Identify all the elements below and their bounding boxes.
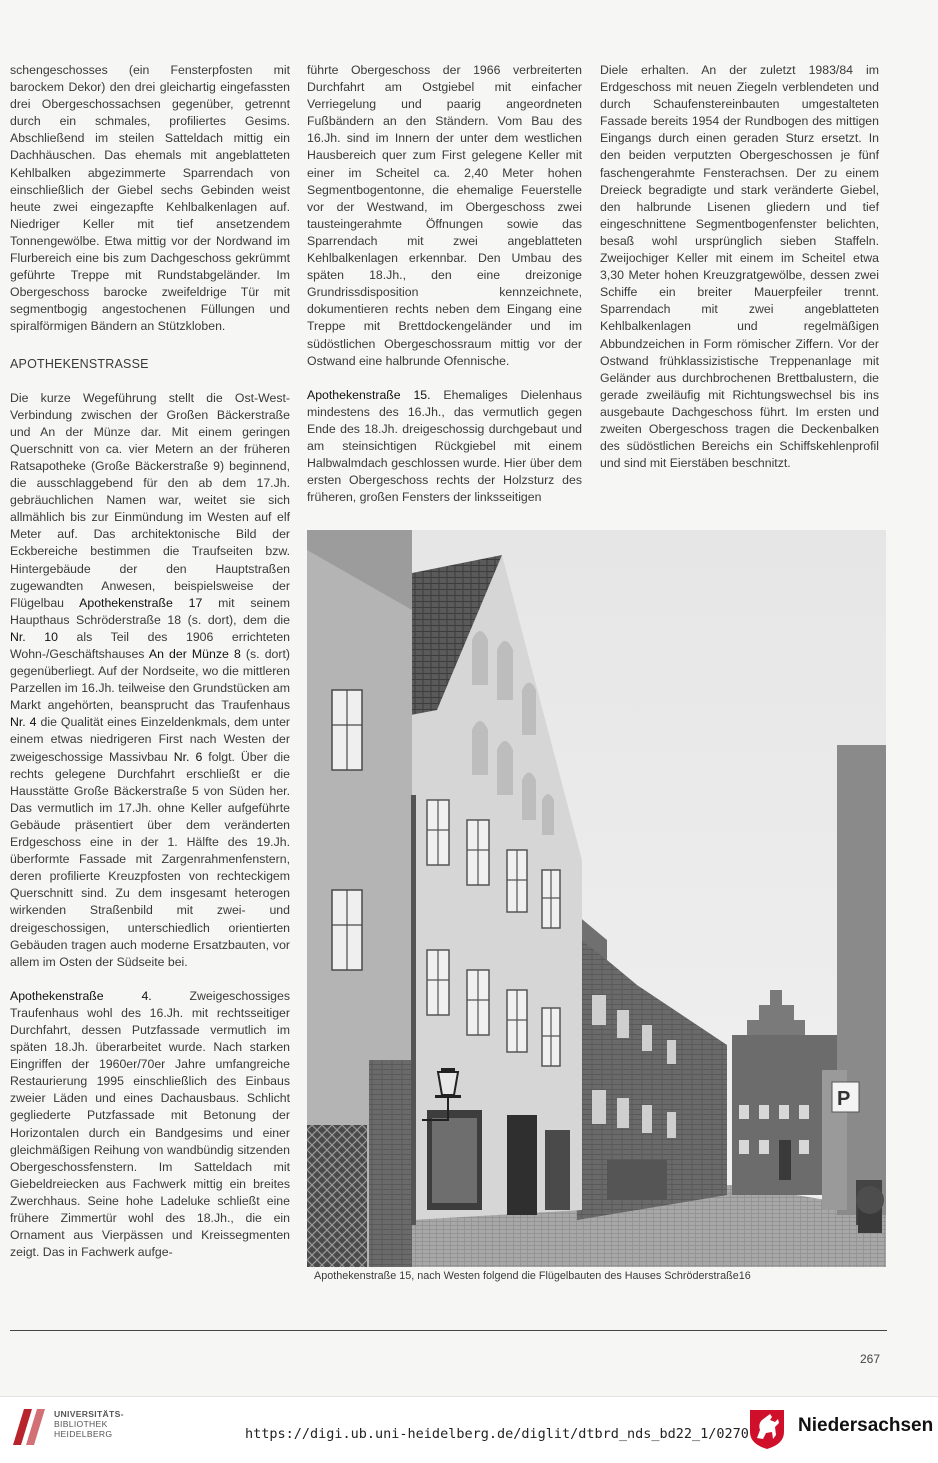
cross-reference: Nr. 10: [10, 629, 58, 644]
text-column-middle: [307, 62, 582, 523]
university-library-name: UNIVERSITÄTS- BIBLIOTHEK HEIDELBERG: [54, 1409, 124, 1439]
footer-rule: [10, 1330, 887, 1331]
cross-reference: Nr. 4: [10, 715, 37, 730]
cross-reference: An der Münze 8: [148, 647, 241, 661]
entry-lead: Apothekenstraße 4.: [10, 988, 152, 1003]
text-column-right: [600, 62, 879, 489]
viewer-footer: [0, 1396, 938, 1463]
lower-saxony-horse-crest-icon: [748, 1408, 786, 1450]
cross-reference: Apothekenstraße 17: [79, 595, 203, 610]
university-library-logo-icon[interactable]: [10, 1405, 48, 1447]
street-photograph: [307, 530, 886, 1267]
entry-lead: Apothekenstraße 15.: [307, 387, 431, 402]
paragraph: führte Obergeschoss der 1966 verbreiterten Durchfahrt am Ostgiebel mit einfacher Verriegelung und paarig angeordneten Fußbändern an den Ständern. Vom Bau des 16.Jh. sind im Innern der unter dem westlichen Hausbereich quer zum First gelegene Keller mit einer im Scheitel ca. 2,40 Meter hohen Segmentbogentonne, die ehemalige Feuerstelle vor der Westwand, im Obergeschoss zwei tausteingerahmte Öffnungen sowie das Sparrendach mit zwei angeblatteten Kehlbalkenlagen erkennbar. Den Umbau des späten 18.Jh., den eine dreizonige Grundrissdisposition kennzeichnete, dokumentieren rechts neben dem Eingang eine Treppe mit Brettdockengeländer und im südöstlichen Obergeschossraum mittig vor der Ostwand eine halbrunde Ofennische.: [307, 63, 582, 368]
paragraph: schengeschosses (ein Fensterpfosten mit barockem Dekor) den drei gleichartig eingefassten drei Obergeschossachsen gegenüber, getrennt durch ein schmales, profiliertes Gesims. Abschließend im steilen Satteldach mittig ein Dachhäuschen. Das ehemals mit angeblatteten Kehlbalken abgezimmerte Sparrendach von einschließlich der Giebel sechs Gebinden weist heute zwei eingezapfte Kehlbalkenlagen auf. Niedriger Keller mit tief ansetzendem Tonnengewölbe. Etwa mittig vor der Nordwand im Flurbereich eine bis zum Dachgeschoss gekrümmt geführte Treppe mit Rundstabgeländer. Im Obergeschoss barocke zweifeldrige Tür mit segmentbogig angestochenen Füllungen und spiralförmigen Bändern an Stützkloben.: [10, 63, 290, 334]
page-number: 267: [860, 1352, 881, 1366]
document-url-link[interactable]: https://digi.ub.uni-heidelberg.de/diglit/dtbrd_nds_bd22_1/0270: [245, 1426, 749, 1442]
paragraph: Die kurze Wegeführung stellt die Ost-West-Verbindung zwischen der Großen Bäckerstraße und An der Münze dar. Mit einem geringen Querschnitt von ca. vier Metern an der früheren Ratsapotheke (Große Bäckerstraße 9) beginnend, die ausschlaggebend für den ab dem 17.Jh. gebräuchlichen Namen war, weitet sie sich allmählich bis zur Einmündung im Westen auf elf Meter auf. Das architektonische Bild der Eckbereiche bestimmen die Traufseiten bzw. Hintergebäude der den Hauptstraßen zugewandten Anwesen, beispielsweise der Flügelbau Apothekenstraße 17 mit seinem Haupthaus Schröderstraße 18 (s. dort), dem die Nr. 10 als Teil des 1906 errichteten Wohn-/Geschäftshauses An der Münze 8 (s. dort) gegenüberliegt. Auf der Nordseite, wo die mittleren Parzellen im 16.Jh. teilweise den Grundstücken am Markt angehörten, beansprucht das Traufenhaus Nr. 4 die Qualität eines Einzeldenkmals, dem unter einem etwas niedrigeren First nach Westen der zweigeschossige Massivbau Nr. 6 folgt. Über die rechts gelegene Durchfahrt erschließt er die Hausstätte Große Bäckerstraße 5 von Süden her. Das vermutlich im 17.Jh. ohne Keller aufgeführte Gebäude präsentiert über dem veränderten Erdgeschoss eine in der 1. Hälfte des 19.Jh. überformte Fassade mit Zargenrahmenfenstern, deren profilierte Kreuzpfosten von rechteckigem Querschnitt sind. Zu dem insgesamt heterogen wirkenden Straßenbild mit zwei- und dreigeschossigen, unterschiedlich orientierten Gebäuden tragen auch moderne Ersatzbauten, vor allem im Osten der Südseite bei.: [10, 390, 291, 969]
cross-reference: Nr. 6: [173, 749, 203, 764]
photo-caption: Apothekenstraße 15, nach Westen folgend die Flügelbauten des Hauses Schröderstraße16: [314, 1270, 751, 1282]
paragraph: Apothekenstraße 15. Ehemaliges Dielenhaus mindestens des 16.Jh., das vermutlich gegen Ende des 18.Jh. dreigeschossig durchgebaut und am steinsichtigen Rückgiebel mit einem Halbwalmdach geschlossen wurde. Hier über dem ersten Obergeschoss rechts der Holzsturz des früheren, großen Fensters der linksseitigen: [307, 387, 582, 505]
paragraph: Diele erhalten. An der zuletzt 1983/84 im Erdgeschoss mit neuen Ziegeln verblendeten und durch Schaufenstereinbauten umgestalteten Fassade bereits 1954 der Rundbogen des mittigen Eingangs durch einen geraden Sturz ersetzt. In den beiden verputzten Obergeschossen je fünf faschengerahmte Fensterachsen. Der zu einem Dreieck begradigte und stark veränderte Giebel, den halbrunde Lisenen gliedern und tief eingeschnittene Segmentbogenfenster belichten, besaß wohl ursprünglich sieben Staffeln. Zweijochiger Keller mit einem im Scheitel etwa 3,30 Meter hohen Kreuzgratgewölbe, dessen zwei Schiffe ein breiter Mauerpfeiler trennt. Sparrendach mit zwei angeblatteten Kehlbalkenlagen und regelmäßigen Abbundzeichen in Form römischer Ziffern. Vor der Ostwand frühklassizistische Treppenanlage mit Geländer aus durchbrochenen Brettbalustern, die gerade zweiläufig mit Richtungswechsel bis ins ausgebaute Dachgeschoss führt. Im ersten und zweiten Obergeschoss tragen die Deckenbalken des südöstlichen Bereichs ein Schiffskehlenprofil und sind mit Eierstäben beschnitzt.: [600, 63, 879, 471]
parking-sign: P: [837, 1088, 851, 1110]
section-heading: APOTHEKENSTRASSE: [10, 356, 149, 371]
paragraph: Apothekenstraße 4. Zweigeschossiges Traufenhaus wohl des 16.Jh. mit rechtsseitiger Durchfahrt, dessen Putzfassade vermutlich im späten 18.Jh. überarbeitet wurde. Nach starken Eingriffen der 1960er/70er Jahre umfangreiche Restaurierung 1995 einschließlich des Einbaus zweier Läden und eines Dachausbaus. Schlicht gegliederte Putzfassade mit Betonung der Horizontalen durch ein Bandgesims und einer gleichmäßigen Reihung von wandbündig sitzenden Obergeschossfenstern. Im Satteldach mit Giebeldreiecken aus Fachwerk mittig ein breites Zwerchhaus. Seine hohe Ladeluke schließt eine frühere Zimmertür wohl des 18.Jh., die ein Ornament aus Vierpässen und Kreissegmenten zeigt. Das in Fachwerk aufge-: [10, 988, 290, 1260]
niedersachsen-label: Niedersachsen: [798, 1415, 934, 1436]
text-column-left: [10, 62, 290, 1278]
